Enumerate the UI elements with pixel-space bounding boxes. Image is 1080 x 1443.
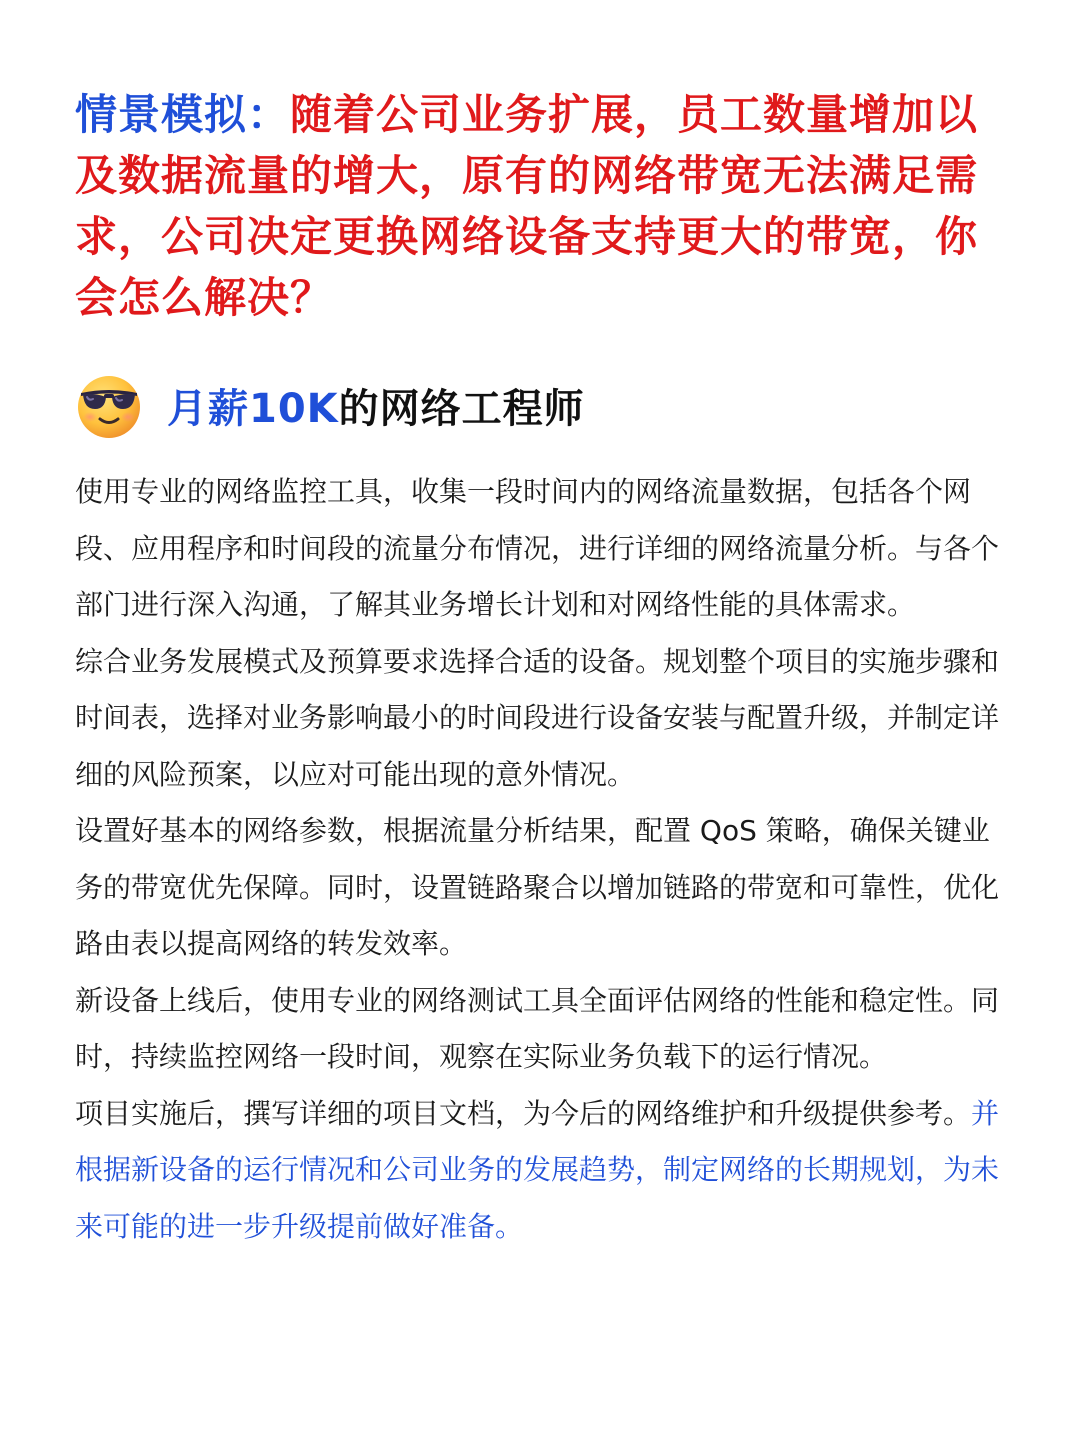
answer-paragraph: 设置好基本的网络参数，根据流量分析结果，配置 QoS 策略，确保关键业务的带宽优先保障。同时，设置链路聚合以增加链路的带宽和可靠性，优化路由表以提高网络的转发效率。 [75, 814, 1000, 960]
answer-last-highlight: 并根据新设备的运行情况和公司业务的发展趋势，制定网络的长期规划，为未来可能的进一步升级提前做好准备。 [75, 1096, 1000, 1243]
sunglasses-smiling-face-icon [75, 371, 143, 439]
answer-paragraph-last [75, 1086, 1010, 1256]
scenario-question: 随着公司业务扩展，员工数量增加以及数据流量的增大，原有的网络带宽无法满足需求，公司决定更换网络设备支持更大的带宽，你会怎么解决？ [75, 90, 979, 322]
answer-body [75, 464, 1010, 1255]
persona-title-highlight: 月薪10K [167, 385, 339, 432]
persona-title-rest: 的网络工程师 [338, 385, 585, 432]
answer-paragraph: 新设备上线后，使用专业的网络测试工具全面评估网络的性能和稳定性。同时，持续监控网络一段时间，观察在实际业务负载下的运行情况。 [75, 983, 1000, 1073]
answer-last-plain: 项目实施后，撰写详细的项目文档，为今后的网络维护和升级提供参考。 [75, 1096, 972, 1130]
persona-header [75, 370, 585, 440]
persona-title [167, 377, 585, 434]
answer-paragraph: 使用专业的网络监控工具，收集一段时间内的网络流量数据，包括各个网段、应用程序和时间段的流量分布情况，进行详细的网络流量分析。与各个部门进行深入沟通，了解其业务增长计划和对网络性能的具体需求。 [75, 475, 1000, 621]
scenario-heading [75, 84, 1005, 328]
answer-paragraph: 综合业务发展模式及预算要求选择合适的设备。规划整个项目的实施步骤和时间表，选择对业务影响最小的时间段进行设备安装与配置升级，并制定详细的风险预案，以应对可能出现的意外情况。 [75, 644, 1000, 791]
scenario-label: 情景模拟： [75, 90, 291, 139]
